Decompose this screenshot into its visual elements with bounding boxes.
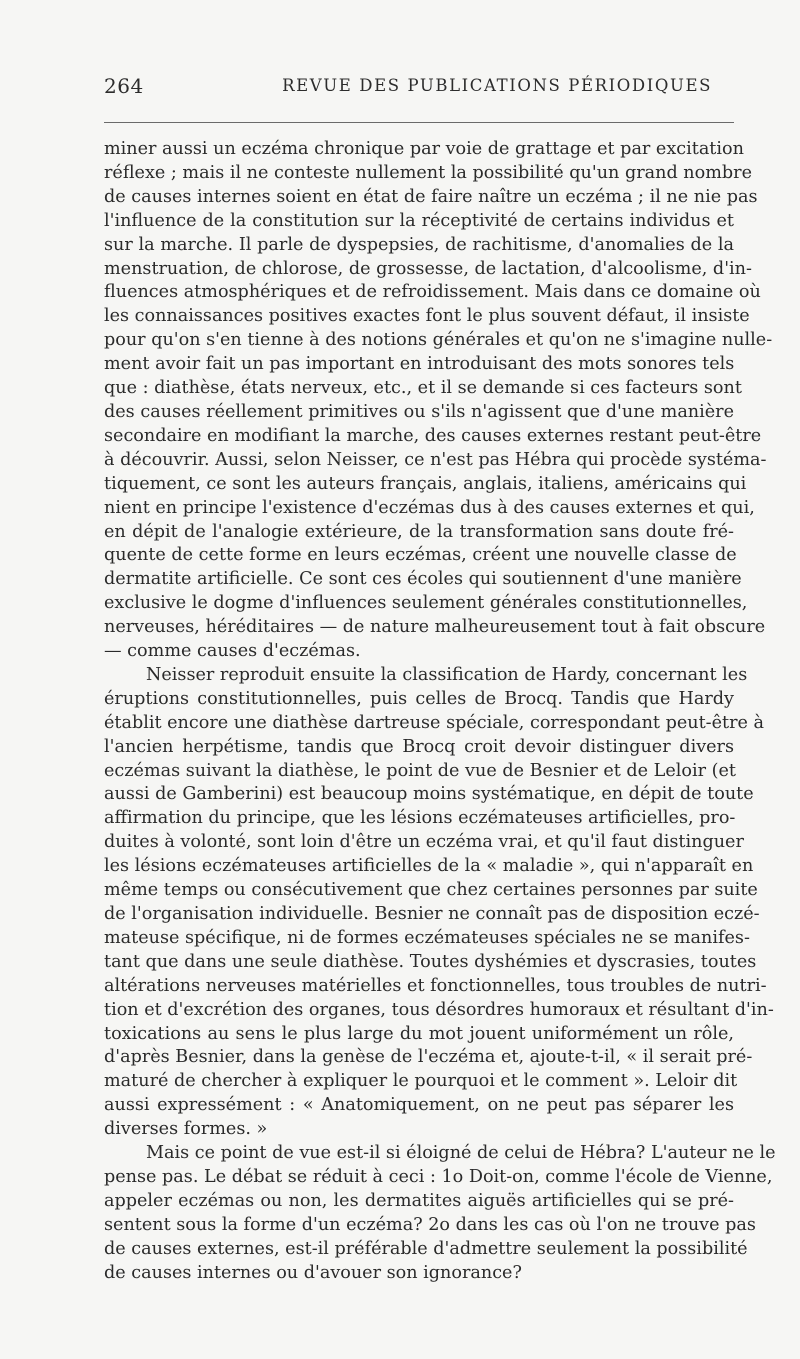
text-line: ment avoir fait un pas important en introduisant des mots sonores tels xyxy=(104,354,735,375)
text-line: que : diathèse, états nerveux, etc., et il se demande si ces facteurs sont xyxy=(104,378,742,399)
text-line: éruptions constitutionnelles, puis celles de Brocq. Tandis que Hardy xyxy=(104,688,734,709)
text-line: de causes internes ou d'avouer son ignorance? xyxy=(104,1262,522,1283)
text-line: l'influence de la constitution sur la réceptivité de certains individus et xyxy=(104,210,734,231)
text-line: diverses formes. » xyxy=(104,1119,268,1140)
page-number: 264 xyxy=(104,74,144,98)
text-line: Neisser reproduit ensuite la classification de Hardy, concernant les xyxy=(146,664,748,685)
text-line: de l'organisation individuelle. Besnier ne connaît pas de disposition eczé- xyxy=(104,904,760,924)
text-line: quente de cette forme en leurs eczémas, créent une nouvelle classe de xyxy=(104,545,737,566)
text-line: de causes externes, est-il préférable d'admettre seulement la possibilité xyxy=(104,1238,748,1259)
text-line: tiquement, ce sont les auteurs français, anglais, italiens, américains qui xyxy=(104,473,747,494)
running-title: REVUE DES PUBLICATIONS PÉRIODIQUES xyxy=(282,76,712,95)
text-line: les connaissances positives exactes font le plus souvent défaut, il insiste xyxy=(104,306,750,327)
paragraph xyxy=(104,664,774,1142)
text-line: même temps ou consécutivement que chez certaines personnes par suite xyxy=(104,880,758,901)
text-line: menstruation, de chlorose, de grossesse, de lactation, d'alcoolisme, d'in- xyxy=(104,258,752,279)
text-line: tion et d'excrétion des organes, tous désordres humoraux et résultant d'in- xyxy=(104,999,774,1020)
text-line: affirmation du principe, que les lésions eczémateuses artificielles, pro- xyxy=(104,808,736,829)
text-line: établit encore une diathèse dartreuse spéciale, correspondant peut-être à xyxy=(104,712,765,733)
text-line: mateuse spécifique, ni de formes eczémateuses spéciales ne se manifes- xyxy=(104,927,750,948)
text-line: de causes internes soient en état de faire naître un eczéma ; il ne nie pas xyxy=(104,186,758,207)
text-line: tant que dans une seule diathèse. Toutes dyshémies et dyscrasies, toutes xyxy=(104,951,757,972)
text-line: dermatite artificielle. Ce sont ces écoles qui soutiennent d'une manière xyxy=(104,569,742,590)
text-line: l'ancien herpétisme, tandis que Brocq croit devoir distinguer divers xyxy=(104,736,734,757)
text-line: à découvrir. Aussi, selon Neisser, ce n'est pas Hébra qui procède systéma- xyxy=(104,449,767,470)
text-line: Mais ce point de vue est-il si éloigné de celui de Hébra? L'auteur ne le xyxy=(146,1143,776,1164)
text-line: sentent sous la forme d'un eczéma? 2o dans les cas où l'on ne trouve pas xyxy=(104,1214,756,1235)
text-line: sur la marche. Il parle de dyspepsies, de rachitisme, d'anomalies de la xyxy=(104,234,734,255)
text-line: en dépit de l'analogie extérieure, de la transformation sans doute fré- xyxy=(104,521,734,542)
text-line: exclusive le dogme d'influences seulement générales constitutionnelles, xyxy=(104,593,748,614)
text-line: appeler eczémas ou non, les dermatites aiguës artificielles qui se pré- xyxy=(104,1190,734,1211)
page-header xyxy=(104,74,722,104)
text-line: les lésions eczémateuses artificielles de la « maladie », qui n'apparaît en xyxy=(104,856,754,877)
text-line: — comme causes d'eczémas. xyxy=(104,641,361,662)
text-line: toxications au sens le plus large du mot jouent uniformément un rôle, xyxy=(104,1023,734,1044)
text-line: miner aussi un eczéma chronique par voie de grattage et par excitation xyxy=(104,139,744,159)
text-line: d'après Besnier, dans la genèse de l'eczéma et, ajoute-t-il, « il serait pré- xyxy=(104,1047,753,1068)
text-line: nient en principe l'existence d'eczémas dus à des causes externes et qui, xyxy=(104,497,755,518)
text-line: réflexe ; mais il ne conteste nullement la possibilité qu'un grand nombre xyxy=(104,162,752,183)
paragraph xyxy=(104,138,773,664)
text-line: aussi expressément : « Anatomiquement, on ne peut pas séparer les xyxy=(104,1095,734,1116)
text-line: des causes réellement primitives ou s'ils n'agissent que d'une manière xyxy=(104,401,734,422)
text-line: pour qu'on s'en tienne à des notions générales et qu'on ne s'imagine nulle- xyxy=(104,330,773,351)
text-line: maturé de chercher à expliquer le pourquoi et le comment ». Leloir dit xyxy=(104,1071,738,1092)
text-line: eczémas suivant la diathèse, le point de vue de Besnier et de Leloir (et xyxy=(104,760,736,781)
text-line: fluences atmosphériques et de refroidissement. Mais dans ce domaine où xyxy=(104,282,761,303)
text-line: nerveuses, héréditaires — de nature malheureusement tout à fait obscure xyxy=(104,617,766,638)
paragraph xyxy=(104,1142,776,1285)
text-line: pense pas. Le débat se réduit à ceci : 1o Doit-on, comme l'école de Vienne, xyxy=(104,1166,773,1187)
text-line: secondaire en modifiant la marche, des causes externes restant peut-être xyxy=(104,425,762,446)
text-line: altérations nerveuses matérielles et fonctionnelles, tous troubles de nutri- xyxy=(104,975,767,996)
header-rule xyxy=(104,122,734,123)
text-line: aussi de Gamberini) est beaucoup moins systématique, en dépit de toute xyxy=(104,784,754,805)
article-body xyxy=(104,138,776,1286)
text-line: duites à volonté, sont loin d'être un eczéma vrai, et qu'il faut distinguer xyxy=(104,832,744,853)
